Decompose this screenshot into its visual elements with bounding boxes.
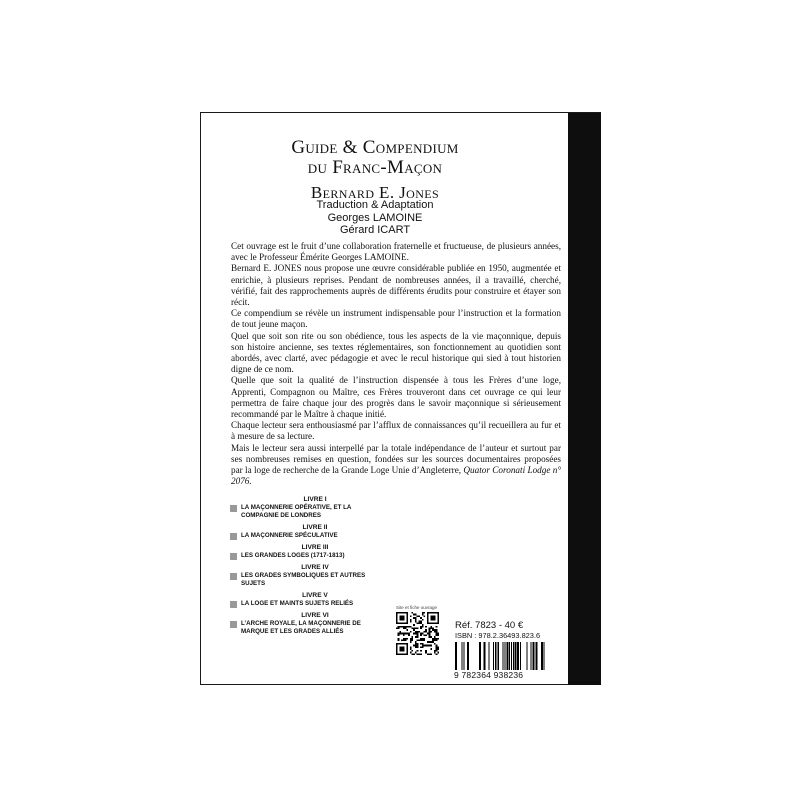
toc-entry (230, 563, 380, 588)
credits-block (230, 199, 520, 236)
toc-entry (230, 591, 380, 608)
translation-label: Traduction & Adaptation (316, 199, 434, 211)
toc-item (230, 504, 380, 520)
lodge-name: Quator Coronati Lodge n° 2076. (231, 465, 562, 487)
description-text-span: Mais le lecteur sera aussi interpellé par la totale indépendance de l’auteur et surtout par ses nombreuses remises en question, fondées sur les sources documentaires proposées par la loge de recherche de la Grande Loge Unie d’Angleterre, (231, 442, 561, 476)
toc-livre-label: LIVRE I (303, 496, 327, 503)
table-of-contents (230, 495, 380, 639)
toc-item (230, 552, 380, 560)
description-paragraph: Cet ouvrage est le fruit d’une collaboration fraternelle et fructueuse, de plusieurs années, avec le Professeur Émérite Georges LAMOINE. (231, 241, 561, 263)
title-line-2: du Franc-Maçon (307, 157, 443, 178)
barcode-number: 9 782364 938236 (454, 670, 524, 680)
toc-item (230, 600, 380, 608)
toc-item-title: LA LOGE ET MAINTS SUJETS RELIÉS (241, 600, 354, 607)
bullet-square-icon (230, 533, 237, 540)
description-text (231, 241, 561, 487)
qr-code-icon[interactable] (396, 612, 439, 655)
bullet-square-icon (230, 601, 237, 608)
toc-livre-label: LIVRE II (302, 524, 328, 531)
toc-livre-label: LIVRE VI (301, 612, 329, 619)
bullet-square-icon (230, 505, 237, 512)
description-paragraph: Bernard E. JONES nous propose une œuvre considérable publiée en 1950, augmentée et enrichie, à plusieurs reprises. Pendant de nombreuses années, il a travaillé, cherché, vérifié, fait des rapprochements auprès de différents érudits pour construire et étayer son récit. (231, 263, 561, 308)
toc-item (230, 572, 380, 588)
toc-item-title: LA MAÇONNERIE OPÉRATIVE, ET LA COMPAGNIE DE LONDRES (241, 504, 352, 519)
author-name: Bernard E. Jones (310, 183, 440, 202)
isbn-text: ISBN : 978.2.36493.823.6 (455, 631, 541, 640)
toc-entry (230, 495, 380, 520)
toc-livre-label: LIVRE V (302, 592, 328, 599)
description-paragraph: Quelle que soit la qualité de l’instruction dispensée à tous les Frères d’une loge, Apprenti, Compagnon ou Maître, ces Frères trouveront dans cet ouvrage ce qui leur permettra de faire chaque jour des progrès dans le savoir maçonnique si sérieusement recommandé par le Maître à chaque initié. (231, 375, 561, 420)
toc-entry (230, 523, 380, 540)
title-line-1: Guide & Compendium (291, 137, 459, 158)
toc-item (230, 532, 380, 540)
toc-item (230, 620, 380, 636)
description-paragraph (231, 443, 561, 488)
translator-1: Georges LAMOINE (327, 212, 423, 224)
bullet-square-icon (230, 553, 237, 560)
bullet-square-icon (230, 573, 237, 580)
toc-item-title: LES GRANDES LOGES (1717-1813) (241, 552, 345, 559)
reference-price: Réf. 7823 - 40 € (455, 620, 524, 631)
toc-entry (230, 611, 380, 636)
description-paragraph: Chaque lecteur sera enthousiasmé par l’afflux de connaissances qu’il recueillera au fur et à mesure de sa lecture. (231, 420, 561, 442)
toc-item-title: LA MAÇONNERIE SPÉCULATIVE (241, 532, 338, 539)
toc-item-title: L’ARCHE ROYALE, LA MAÇONNERIE DE MARQUE ET LES GRADES ALLIÉS (241, 620, 361, 635)
toc-entry (230, 543, 380, 560)
book-title-block (230, 138, 520, 204)
toc-livre-label: LIVRE IV (301, 564, 329, 571)
translator-2: Gérard ICART (339, 224, 411, 236)
book-spine (568, 113, 601, 685)
qr-caption: Site et fiche ouvrage (396, 605, 438, 610)
barcode-icon (454, 642, 546, 670)
toc-livre-label: LIVRE III (301, 544, 329, 551)
bullet-square-icon (230, 621, 237, 628)
description-paragraph: Quel que soit son rite ou son obédience, tous les aspects de la vie maçonnique, depuis son histoire ancienne, ses textes réglementaires, son fonctionnement au quotidien sont abordés, avec clarté, avec pédagogie et avec le recul historique qui sied à tout historien digne de ce nom. (231, 330, 561, 375)
toc-item-title: LES GRADES SYMBOLIQUES ET AUTRES SUJETS (241, 572, 366, 587)
description-paragraph: Ce compendium se révèle un instrument indispensable pour l’instruction et la formation de tout jeune maçon. (231, 308, 561, 330)
